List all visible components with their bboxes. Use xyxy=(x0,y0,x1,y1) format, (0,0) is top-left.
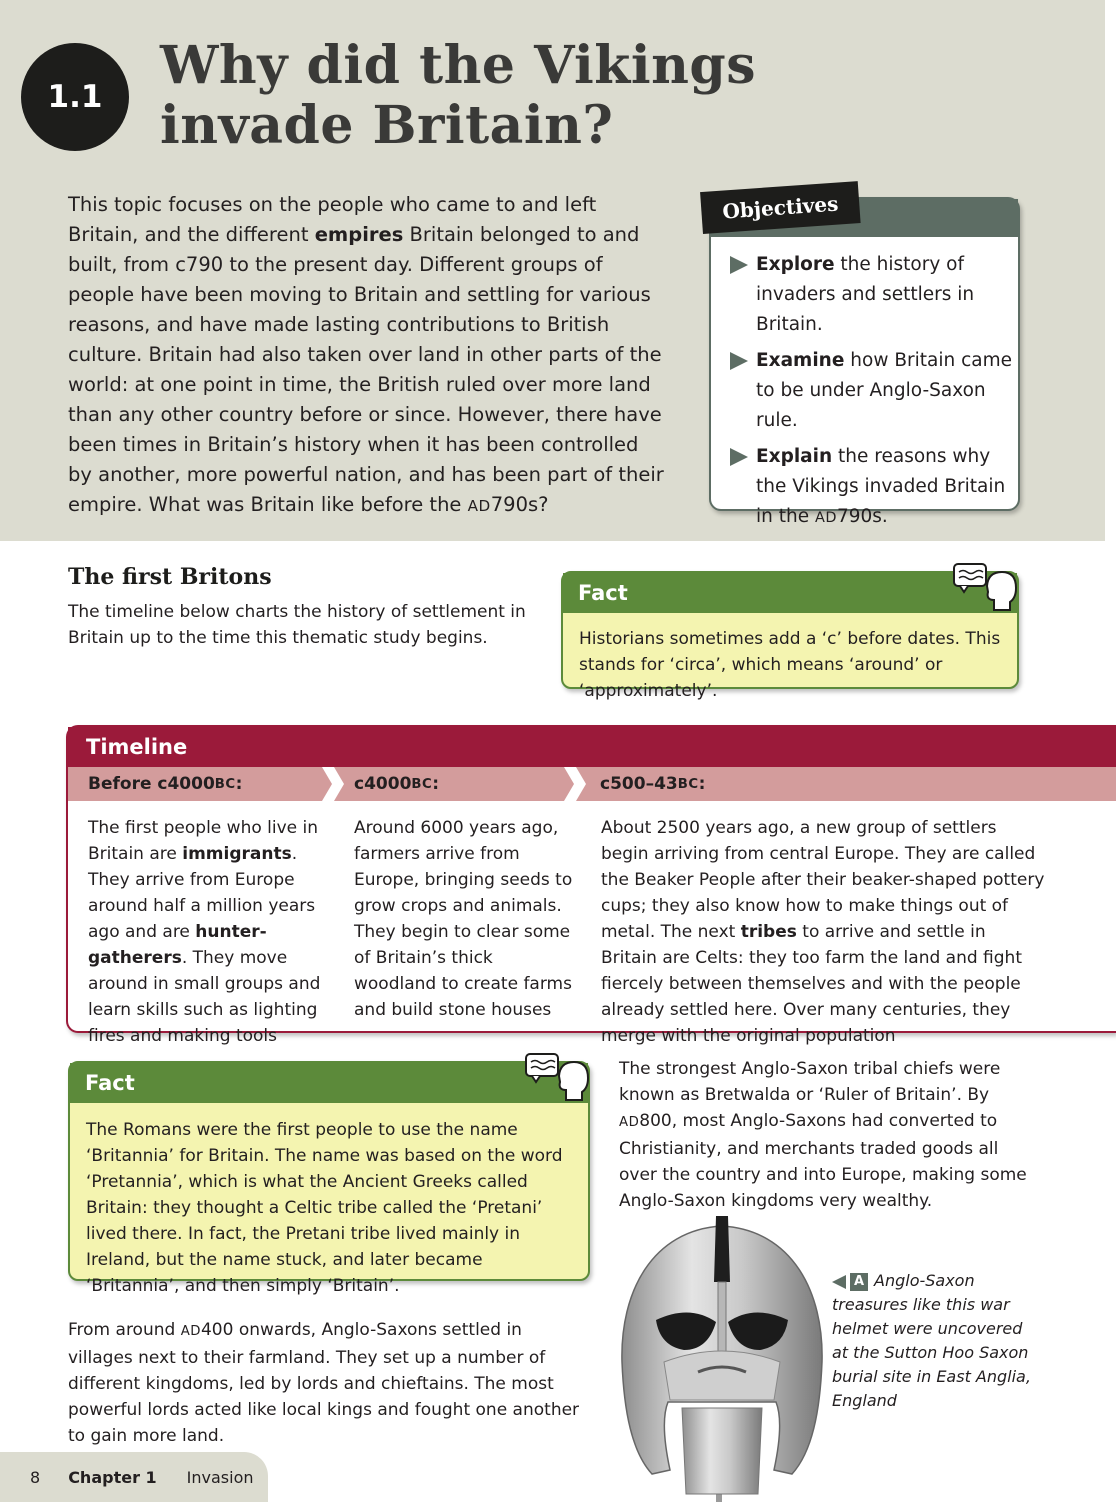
chapter-label: Chapter 1 xyxy=(68,1467,157,1487)
entry-text: . They arrive from Europe around half a million years ago and are xyxy=(88,844,316,942)
era-marker: AD xyxy=(619,1115,640,1130)
objective-verb: Explain xyxy=(756,446,833,467)
timeline-entry xyxy=(601,815,1046,1049)
fact-text: Historians sometimes add a ‘c’ before dates. This stands for ‘circa’, which means ‘around’ or ‘approximately’. xyxy=(579,629,1001,701)
chapter-title: Invasion xyxy=(186,1467,254,1487)
speech-head-icon xyxy=(524,1052,592,1102)
timeline-date-label xyxy=(600,767,705,801)
arrow-right-icon xyxy=(730,352,748,370)
era-marker: AD xyxy=(180,1324,201,1339)
figure-marker xyxy=(832,1273,868,1291)
paragraph-text: From around xyxy=(68,1320,181,1340)
first-britons-heading: The first Britons xyxy=(68,564,272,590)
objectives-title: Objectives xyxy=(700,181,861,234)
page-footer xyxy=(0,1452,268,1502)
title-line-2: invade Britain? xyxy=(160,95,614,156)
entry-text: to arrive and settle in Britain are Celts: they too farm the land and fight fiercely between themselves and with the people already settled here. Over many centuries, they merge with the original population xyxy=(601,922,1022,1046)
intro-era-marker: AD xyxy=(467,497,491,515)
objective-verb: Examine xyxy=(756,350,845,371)
fact-text: The Romans were the first people to use the name ‘Britannia’ for Britain. The name was based on the word ‘Pretannia’, which is what the Ancient Greeks called Britain: they thought a Celtic tribe called the ‘Pretani’ lived there. In fact, the Pretani tribe lived mainly in Ireland, but the name stuck, and later became ‘Britannia’, and then simply ‘Britain’. xyxy=(86,1120,563,1296)
first-britons-text: The timeline below charts the history of settlement in Britain up to the time this thematic study begins. xyxy=(68,602,526,648)
date-text: c500–43 xyxy=(600,774,678,794)
keyword-empires[interactable]: empires xyxy=(314,223,404,246)
objective-text: the history of invaders and settlers in Britain. xyxy=(756,254,975,335)
intro-text-2: Britain belonged to and built, from c790 to the present day. Different groups of people have been moving to Britain and settling for various reasons, and have made lasting contributions to British culture. Britain had also taken over land in other parts of the world: at one point in time, the British ruled over more land than any other country before or since. However, there have been times in Britain’s history when it has been controlled by another, more powerful nation, and has been part of their empire. What was Britain like before the xyxy=(68,223,664,516)
chevron-right-icon xyxy=(320,767,346,801)
era-marker: BC xyxy=(677,776,699,792)
paragraph-text: 400 onwards, Anglo-Saxons settled in villages next to their farmland. They set up a number of different kingdoms, led by lords and chieftains. The most powerful lords acted like local kings and fought one another to gain more land. xyxy=(68,1320,580,1446)
paragraph-text: The strongest Anglo-Saxon tribal chiefs were known as Bretwalda or ‘Ruler of Britain’. By xyxy=(619,1059,1001,1105)
timeline-entry xyxy=(88,815,338,1049)
intro-text-3: 790s? xyxy=(490,493,549,516)
objective-verb: Explore xyxy=(756,254,835,275)
date-text: c4000 xyxy=(354,774,412,794)
fact-box-circa xyxy=(561,571,1019,701)
page-title xyxy=(160,36,1060,156)
date-colon: : xyxy=(432,774,440,794)
entry-text: . They move around in small groups and learn skills such as lighting fires and making tools xyxy=(88,948,321,1046)
arrow-right-icon xyxy=(730,256,748,274)
timeline-date-label xyxy=(88,767,242,801)
caption-text: Anglo-Saxon treasures like this war helmet were uncovered at the Sutton Hoo Saxon burial site in East Anglia, England xyxy=(832,1271,1031,1410)
paragraph-text: 800, most Anglo-Saxons had converted to Christianity, and merchants traded goods all over the country and into Europe, making some Anglo-Saxon kingdoms very wealthy. xyxy=(619,1111,1027,1211)
fact-title: Fact xyxy=(70,1063,588,1103)
era-marker: BC xyxy=(411,776,433,792)
date-colon: : xyxy=(235,774,243,794)
date-text: Before c4000 xyxy=(88,774,215,794)
objective-text: the reasons why the Vikings invaded Britain in the xyxy=(756,446,1006,527)
arrow-right-icon xyxy=(730,448,748,466)
fact-title: Fact xyxy=(563,573,1017,613)
speech-head-icon xyxy=(952,562,1020,612)
date-colon: : xyxy=(698,774,706,794)
bretwalda-paragraph xyxy=(619,1056,1029,1214)
keyword-tribes[interactable]: tribes xyxy=(740,922,797,942)
fact-box-britannia xyxy=(68,1061,590,1296)
title-line-1: Why did the Vikings xyxy=(160,35,757,96)
chevron-right-icon xyxy=(562,767,588,801)
objective-item xyxy=(728,442,1013,533)
section-number-badge xyxy=(21,43,129,151)
timeline-date-label xyxy=(354,767,439,801)
intro-text-1: This topic focuses on the people who came to and left Britain, and the different xyxy=(68,193,597,246)
anglo-saxon-paragraph xyxy=(68,1317,588,1449)
objectives-list xyxy=(728,250,1013,539)
timeline-entry: Around 6000 years ago, farmers arrive from Europe, bringing seeds to grow crops and animals. They begin to clear some of Britain’s thick woodland to create farms and build stone houses xyxy=(354,818,573,1020)
objective-item xyxy=(728,250,1013,340)
objective-text-end: 790s. xyxy=(836,506,888,527)
figure-caption xyxy=(832,1269,1032,1413)
timeline-title: Timeline xyxy=(68,727,1116,767)
keyword-hunter-gatherers[interactable]: hunter-gatherers xyxy=(88,922,267,968)
objective-era-marker: AD xyxy=(815,510,837,526)
section-number: 1.1 xyxy=(47,79,103,115)
era-marker: BC xyxy=(214,776,236,792)
timeline-panel xyxy=(66,725,1116,1046)
objective-text: how Britain came to be under Anglo-Saxon rule. xyxy=(756,350,1013,431)
figure-letter: A xyxy=(850,1273,868,1291)
objective-item xyxy=(728,346,1013,436)
sutton-hoo-helmet-image xyxy=(612,1212,832,1502)
entry-text: The first people who live in Britain are xyxy=(88,818,319,864)
entry-text: About 2500 years ago, a new group of settlers begin arriving from central Europe. They are called the Beaker People after their beaker-shaped pottery cups; they also know how to make things out of metal. The next xyxy=(601,818,1045,942)
arrow-left-icon xyxy=(832,1275,846,1289)
keyword-immigrants[interactable]: immigrants xyxy=(182,844,292,864)
page-number: 8 xyxy=(30,1467,41,1487)
intro-paragraph xyxy=(68,190,668,521)
